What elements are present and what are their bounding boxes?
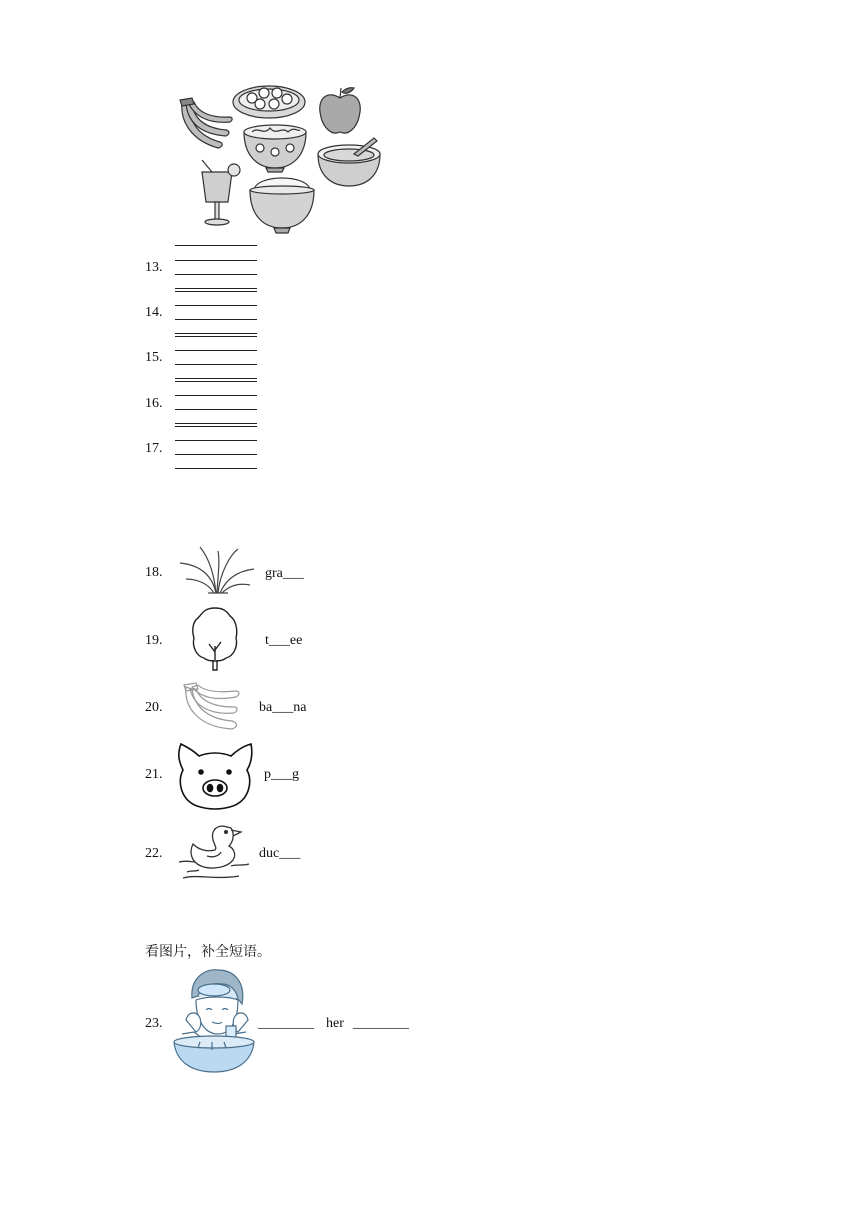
tree-icon: [190, 606, 240, 672]
washing-face-icon: [172, 968, 256, 1074]
question-number: 18.: [145, 565, 163, 580]
writing-line[interactable]: [175, 423, 257, 424]
food-illustration: [170, 80, 395, 235]
question-number: 17.: [145, 441, 163, 456]
word-blank[interactable]: gra___: [265, 566, 304, 581]
word-blank[interactable]: t___ee: [265, 633, 303, 648]
writing-line: [175, 395, 257, 396]
writing-line[interactable]: [175, 378, 257, 379]
word-blank[interactable]: ba___na: [259, 700, 307, 715]
writing-line[interactable]: [175, 468, 257, 469]
question-number: 16.: [145, 396, 163, 411]
noodles-icon: [244, 125, 306, 172]
writing-line: [175, 305, 257, 306]
banana-icon: [182, 683, 242, 735]
writing-line: [175, 319, 257, 320]
writing-line: [175, 381, 257, 382]
writing-line: [175, 440, 257, 441]
question-number: 15.: [145, 350, 163, 365]
writing-line: [175, 274, 257, 275]
writing-line: [175, 454, 257, 455]
writing-line: [175, 426, 257, 427]
writing-line: [175, 245, 257, 246]
bananas-icon: [180, 98, 232, 148]
writing-line: [175, 336, 257, 337]
writing-line[interactable]: [175, 333, 257, 334]
writing-line: [175, 409, 257, 410]
question-number: 22.: [145, 846, 163, 861]
section-instruction: 看图片，补全短语。: [145, 944, 271, 960]
phrase-middle-word: her: [326, 1016, 344, 1031]
question-number: 19.: [145, 633, 163, 648]
writing-line: [175, 260, 257, 261]
word-blank[interactable]: duc___: [259, 846, 301, 861]
writing-line: [175, 291, 257, 292]
question-number: 21.: [145, 767, 163, 782]
question-number: 23.: [145, 1016, 163, 1031]
rice-icon: [250, 178, 314, 233]
grass-icon: [178, 545, 256, 595]
juice-icon: [202, 160, 240, 225]
phrase-blank-1[interactable]: ________: [258, 1016, 314, 1031]
question-number: 14.: [145, 305, 163, 320]
word-blank[interactable]: p___g: [264, 767, 299, 782]
question-number: 20.: [145, 700, 163, 715]
writing-line: [175, 364, 257, 365]
question-number: 13.: [145, 260, 163, 275]
food-picture: [170, 80, 395, 235]
duck-icon: [177, 822, 253, 884]
pig-icon: [175, 742, 255, 810]
apple-icon: [320, 88, 361, 133]
dumplings-icon: [233, 86, 305, 118]
writing-line: [175, 350, 257, 351]
phrase-blank-2[interactable]: ________: [353, 1016, 409, 1031]
writing-line[interactable]: [175, 288, 257, 289]
soup-icon: [318, 138, 380, 186]
